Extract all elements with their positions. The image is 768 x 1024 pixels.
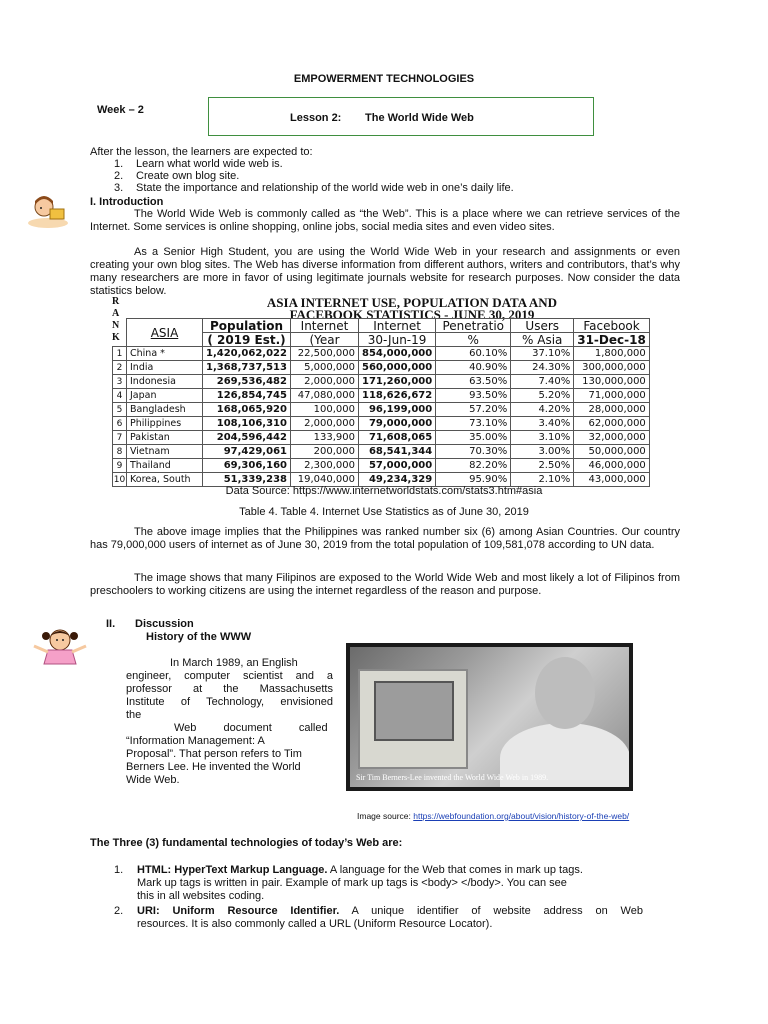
column-subheader: (Year xyxy=(290,333,358,347)
document-title: EMPOWERMENT TECHNOLOGIES xyxy=(293,73,475,85)
cell-internet-2019: 854,000,000 xyxy=(358,347,435,361)
history-line: Berners Lee. He invented the World xyxy=(126,761,301,773)
cell-facebook: 1,800,000 xyxy=(574,347,650,361)
cell-internet-2019: 68,541,344 xyxy=(358,445,435,459)
cell-internet-2019: 57,000,000 xyxy=(358,459,435,473)
table-row xyxy=(113,431,650,445)
cell-population: 204,596,442 xyxy=(203,431,291,445)
cell-population: 69,306,160 xyxy=(203,459,291,473)
objective-number: 3. xyxy=(114,182,124,194)
column-header: ASIA xyxy=(127,319,203,347)
cell-country: Vietnam xyxy=(127,445,203,459)
introduction-paragraph-2: As a Senior High Student, you are using the World Wide Web in your research and assignments or even creating your own blog sites. The Web has diverse information from different authors, writers and contributors, that’s why many researchers are more in favor of using legitimate journals website for research purposes. Now consider the data statistics below. xyxy=(90,246,680,297)
photo-caption: Sir Tim Berners-Lee invented the World Wide Web in 1989. xyxy=(356,773,549,782)
cell-users-asia: 3.10% xyxy=(511,431,574,445)
cell-country: Indonesia xyxy=(127,375,203,389)
cell-population: 1,368,737,513 xyxy=(203,361,291,375)
cell-population: 1,420,062,022 xyxy=(203,347,291,361)
history-line: Wide Web. xyxy=(126,774,180,786)
history-line: Proposal”. That person refers to Tim xyxy=(126,748,302,760)
column-header: Internet xyxy=(358,319,435,333)
table-caption: Table 4. Table 4. Internet Use Statistics as of June 30, 2019 xyxy=(239,506,529,518)
cell-country: Japan xyxy=(127,389,203,403)
cell-rank: 3 xyxy=(113,375,127,389)
person-head xyxy=(535,657,595,729)
history-subheading: History of the WWW xyxy=(146,631,252,643)
column-subheader: 30-Jun-19 xyxy=(358,333,435,347)
objectives-intro: After the lesson, the learners are expected to: xyxy=(90,146,313,158)
girl-reading-icon xyxy=(24,193,72,229)
technology-number: 2. xyxy=(114,905,124,917)
cell-country: China * xyxy=(127,347,203,361)
cell-rank: 8 xyxy=(113,445,127,459)
girl-waving-icon xyxy=(32,626,88,666)
photo-content xyxy=(350,647,629,787)
history-line: engineer, computer scientist and a xyxy=(126,670,333,682)
lesson-number: Lesson 2: xyxy=(290,112,342,124)
table-header-row xyxy=(113,319,650,333)
cell-internet-2000: 47,080,000 xyxy=(290,389,358,403)
cell-penetration: 60.10% xyxy=(436,347,511,361)
analysis-paragraph-1: The above image implies that the Philippines was ranked number six (6) among Asian Countries. Our country has 79,000,000 users of internet as of June 30, 2019 from the total population of 109,581,078 according to UN data. xyxy=(90,526,680,551)
history-line: In March 1989, an English xyxy=(170,657,298,669)
cell-facebook: 71,000,000 xyxy=(574,389,650,403)
cell-rank: 1 xyxy=(113,347,127,361)
analysis-paragraph-2: The image shows that many Filipinos are exposed to the World Wide Web and most likely a lot of Filipinos from preschoolers to working citizens are using the internet regardless of the reason and purpose. xyxy=(90,572,680,597)
technology-number: 1. xyxy=(114,864,124,876)
cell-internet-2019: 96,199,000 xyxy=(358,403,435,417)
introduction-heading: I. Introduction xyxy=(90,196,164,208)
cell-internet-2000: 5,000,000 xyxy=(290,361,358,375)
cell-country: Thailand xyxy=(127,459,203,473)
objective-text: State the importance and relationship of the world wide web in one’s daily life. xyxy=(136,182,514,194)
cell-population: 269,536,482 xyxy=(203,375,291,389)
technology-term: URI: Uniform Resource Identifier. xyxy=(137,905,340,917)
cell-internet-2019: 560,000,000 xyxy=(358,361,435,375)
cell-internet-2019: 171,260,000 xyxy=(358,375,435,389)
cell-penetration: 70.30% xyxy=(436,445,511,459)
table-row xyxy=(113,389,650,403)
cell-population: 97,429,061 xyxy=(203,445,291,459)
cell-facebook: 50,000,000 xyxy=(574,445,650,459)
cell-facebook: 62,000,000 xyxy=(574,417,650,431)
cell-facebook: 43,000,000 xyxy=(574,473,650,487)
cell-internet-2000: 19,040,000 xyxy=(290,473,358,487)
cell-rank: 10 xyxy=(113,474,126,485)
cell-internet-2000: 2,000,000 xyxy=(290,417,358,431)
cell-users-asia: 5.20% xyxy=(511,389,574,403)
column-subheader: % xyxy=(436,333,511,347)
cell-users-asia: 37.10% xyxy=(511,347,574,361)
technology-text: A unique identifier of website address on Web xyxy=(339,905,643,917)
cell-internet-2019: 71,608,065 xyxy=(358,431,435,445)
technology-item-html xyxy=(137,864,643,903)
cell-population: 126,854,745 xyxy=(203,389,291,403)
computer-monitor-icon xyxy=(358,669,468,769)
image-source-label: Image source: xyxy=(357,811,414,821)
cell-penetration: 93.50% xyxy=(436,389,511,403)
technology-text: resources. It is also commonly called a URL (Uniform Resource Locator). xyxy=(137,918,493,930)
table-row xyxy=(113,445,650,459)
cell-rank: 4 xyxy=(113,389,127,403)
column-subheader: ( 2019 Est.) xyxy=(203,333,291,347)
history-line: professor at the Massachusetts xyxy=(126,683,333,695)
cell-users-asia: 4.20% xyxy=(511,403,574,417)
cell-internet-2019: 79,000,000 xyxy=(358,417,435,431)
cell-internet-2000: 100,000 xyxy=(290,403,358,417)
column-header: Population xyxy=(203,319,291,333)
cell-country: Bangladesh xyxy=(127,403,203,417)
table-row xyxy=(113,347,650,361)
rank-letter: K xyxy=(112,332,120,343)
technology-text: Mark up tags is written in pair. Example of mark up tags is <body> </body>. You can see xyxy=(137,877,567,889)
cell-facebook: 46,000,000 xyxy=(574,459,650,473)
objective-number: 1. xyxy=(114,158,124,170)
image-source xyxy=(357,810,629,823)
column-subheader: 31-Dec-18 xyxy=(574,333,650,347)
cell-penetration: 40.90% xyxy=(436,361,511,375)
cell-facebook: 300,000,000 xyxy=(574,361,650,375)
data-source: Data Source: https://www.internetworldstats.com/stats3.htm#asia xyxy=(225,485,543,497)
introduction-paragraph-1: The World Wide Web is commonly called as “the Web”. This is a place where we can retrieve services of the Internet. Some services is online shopping, online jobs, social media sites and even video sites. xyxy=(90,208,680,233)
rank-letter: A xyxy=(112,308,120,319)
cell-population: 51,339,238 xyxy=(203,473,291,487)
technology-term: HTML: HyperText Markup Language. xyxy=(137,864,328,876)
technology-item-uri xyxy=(137,905,643,931)
cell-users-asia: 2.10% xyxy=(511,473,574,487)
cell-users-asia: 3.00% xyxy=(511,445,574,459)
objective-number: 2. xyxy=(114,170,124,182)
cell-facebook: 28,000,000 xyxy=(574,403,650,417)
statistics-figure xyxy=(112,296,658,486)
history-line: Institute of Technology, envisioned xyxy=(126,696,333,708)
cell-internet-2019: 49,234,329 xyxy=(358,473,435,487)
cell-population: 108,106,310 xyxy=(203,417,291,431)
cell-penetration: 35.00% xyxy=(436,431,511,445)
column-header: Penetratio xyxy=(436,319,511,333)
lesson-title: The World Wide Web xyxy=(365,112,474,124)
cell-penetration: 57.20% xyxy=(436,403,511,417)
cell-users-asia: 7.40% xyxy=(511,375,574,389)
history-line: Web document called xyxy=(174,722,328,734)
cell-internet-2000: 133,900 xyxy=(290,431,358,445)
column-header: Facebook xyxy=(574,319,650,333)
discussion-number: II. xyxy=(106,618,116,630)
cell-internet-2019: 118,626,672 xyxy=(358,389,435,403)
history-line: “Information Management: A xyxy=(126,735,265,747)
cell-country: Pakistan xyxy=(127,431,203,445)
statistics-table xyxy=(112,318,650,487)
table-row xyxy=(113,361,650,375)
cell-internet-2000: 2,300,000 xyxy=(290,459,358,473)
cell-internet-2000: 22,500,000 xyxy=(290,347,358,361)
cell-penetration: 95.90% xyxy=(436,473,511,487)
figure-title-line-1: ASIA INTERNET USE, POPULATION DATA AND xyxy=(266,295,558,310)
cell-users-asia: 3.40% xyxy=(511,417,574,431)
cell-facebook: 32,000,000 xyxy=(574,431,650,445)
table-row xyxy=(113,417,650,431)
week-label: Week – 2 xyxy=(97,104,144,116)
cell-country: Philippines xyxy=(127,417,203,431)
cell-country: India xyxy=(127,361,203,375)
cell-penetration: 63.50% xyxy=(436,375,511,389)
cell-penetration: 73.10% xyxy=(436,417,511,431)
history-text xyxy=(126,657,333,787)
rank-letter: N xyxy=(112,320,120,331)
history-line: the xyxy=(126,709,142,721)
figure-title-line-2: FACEBOOK STATISTICS - JUNE 30, 2019 xyxy=(289,307,535,322)
table-row xyxy=(113,459,650,473)
rank-letter: R xyxy=(112,296,120,307)
column-subheader: % Asia xyxy=(511,333,574,347)
tim-berners-lee-photo xyxy=(346,643,633,791)
cell-rank: 5 xyxy=(113,403,127,417)
cell-rank: 9 xyxy=(113,459,127,473)
cell-internet-2000: 200,000 xyxy=(290,445,358,459)
cell-rank: 6 xyxy=(113,417,127,431)
cell-users-asia: 24.30% xyxy=(511,361,574,375)
table-row xyxy=(113,403,650,417)
technology-text: A language for the Web that comes in mark up tags. xyxy=(327,864,583,876)
cell-facebook: 130,000,000 xyxy=(574,375,650,389)
cell-internet-2000: 2,000,000 xyxy=(290,375,358,389)
table-row xyxy=(113,375,650,389)
technology-text: this in all websites coding. xyxy=(137,890,265,902)
column-header: Internet xyxy=(290,319,358,333)
objective-item xyxy=(114,182,514,195)
cell-country: Korea, South xyxy=(127,473,203,487)
cell-rank: 2 xyxy=(113,361,127,375)
technologies-heading: The Three (3) fundamental technologies of today’s Web are: xyxy=(90,837,403,849)
cell-users-asia: 2.50% xyxy=(511,459,574,473)
column-header: Users xyxy=(511,319,574,333)
cell-population: 168,065,920 xyxy=(203,403,291,417)
cell-penetration: 82.20% xyxy=(436,459,511,473)
objective-text: Learn what world wide web is. xyxy=(136,158,283,170)
cell-rank: 7 xyxy=(113,431,127,445)
discussion-heading: Discussion xyxy=(135,618,194,630)
image-source-link[interactable]: https://webfoundation.org/about/vision/history-of-the-web/ xyxy=(413,811,630,821)
objective-text: Create own blog site. xyxy=(136,170,240,182)
